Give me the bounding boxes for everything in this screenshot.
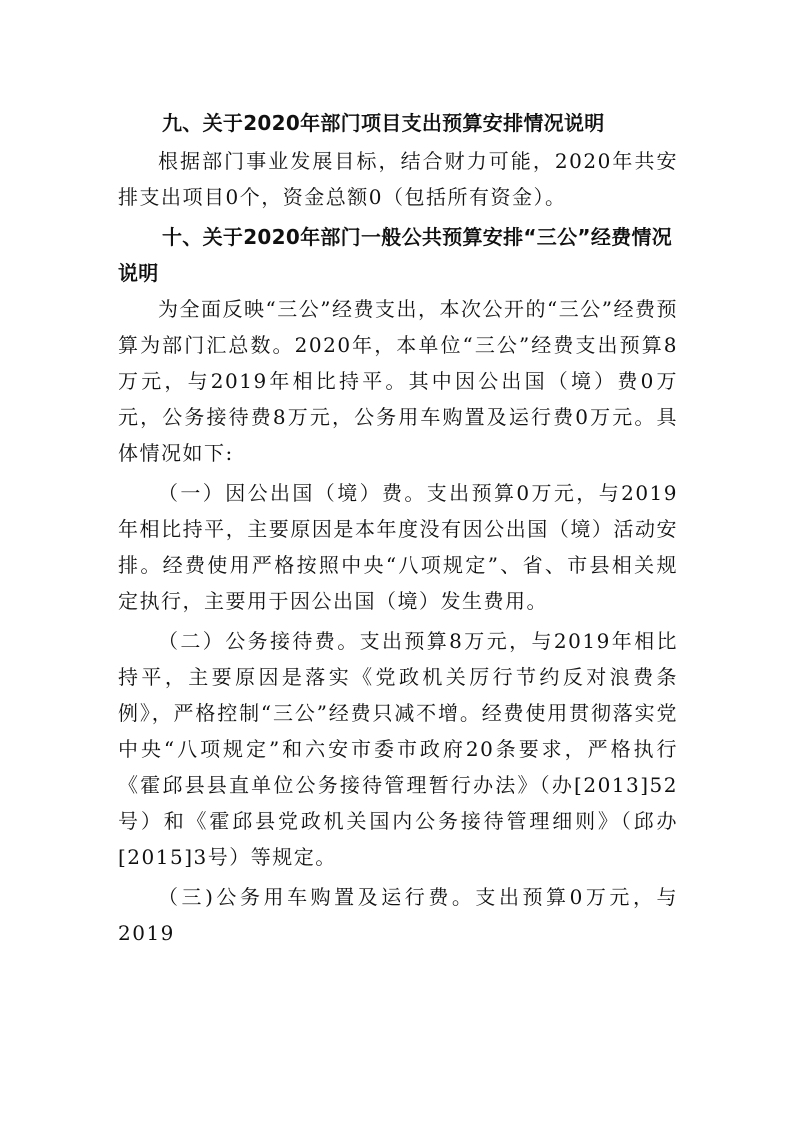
section-heading-nine: 九、关于2020年部门项目支出预算安排情况说明 (162, 111, 605, 135)
paragraph-three-public-overview: 为全面反映“三公”经费支出，本次公开的“三公”经费预算为部门汇总数。2020年，本单位“三公”经费支出预算8万元，与2019年相比持平。其中因公出国（境）费0万元，公务接待费8万元，公务用车购置及运行费0万元。具体情况如下: (118, 297, 678, 465)
paragraph-overseas-travel: （一）因公出国（境）费。支出预算0万元，与2019年相比持平，主要原因是本年度没有因公出国（境）活动安排。经费使用严格按照中央“八项规定”、省、市县相关规定执行，主要用于因公出国（境）发生费用。 (118, 481, 678, 613)
paragraph-official-reception: （二）公务接待费。支出预算8万元，与2019年相比持平，主要原因是落实《党政机关厉行节约反对浪费条例》，严格控制“三公”经费只减不增。经费使用贯彻落实党中央“八项规定”和六安市委市政府20条要求，严格执行《霍邱县县直单位公务接待管理暂行办法》（办[2013]52号）和《霍邱县党政机关国内公务接待管理细则》（邱办[2015]3号）等规定。 (118, 629, 678, 869)
document-body (118, 105, 678, 951)
paragraph-project-budget: 根据部门事业发展目标，结合财力可能，2020年共安排支出项目0个，资金总额0（包括所有资金）。 (118, 149, 678, 209)
section-heading-ten: 十、关于2020年部门一般公共预算安排“三公”经费情况说明 (118, 225, 673, 285)
paragraph-official-vehicles: （三)公务用车购置及运行费。支出预算0万元，与2019 (118, 885, 678, 945)
